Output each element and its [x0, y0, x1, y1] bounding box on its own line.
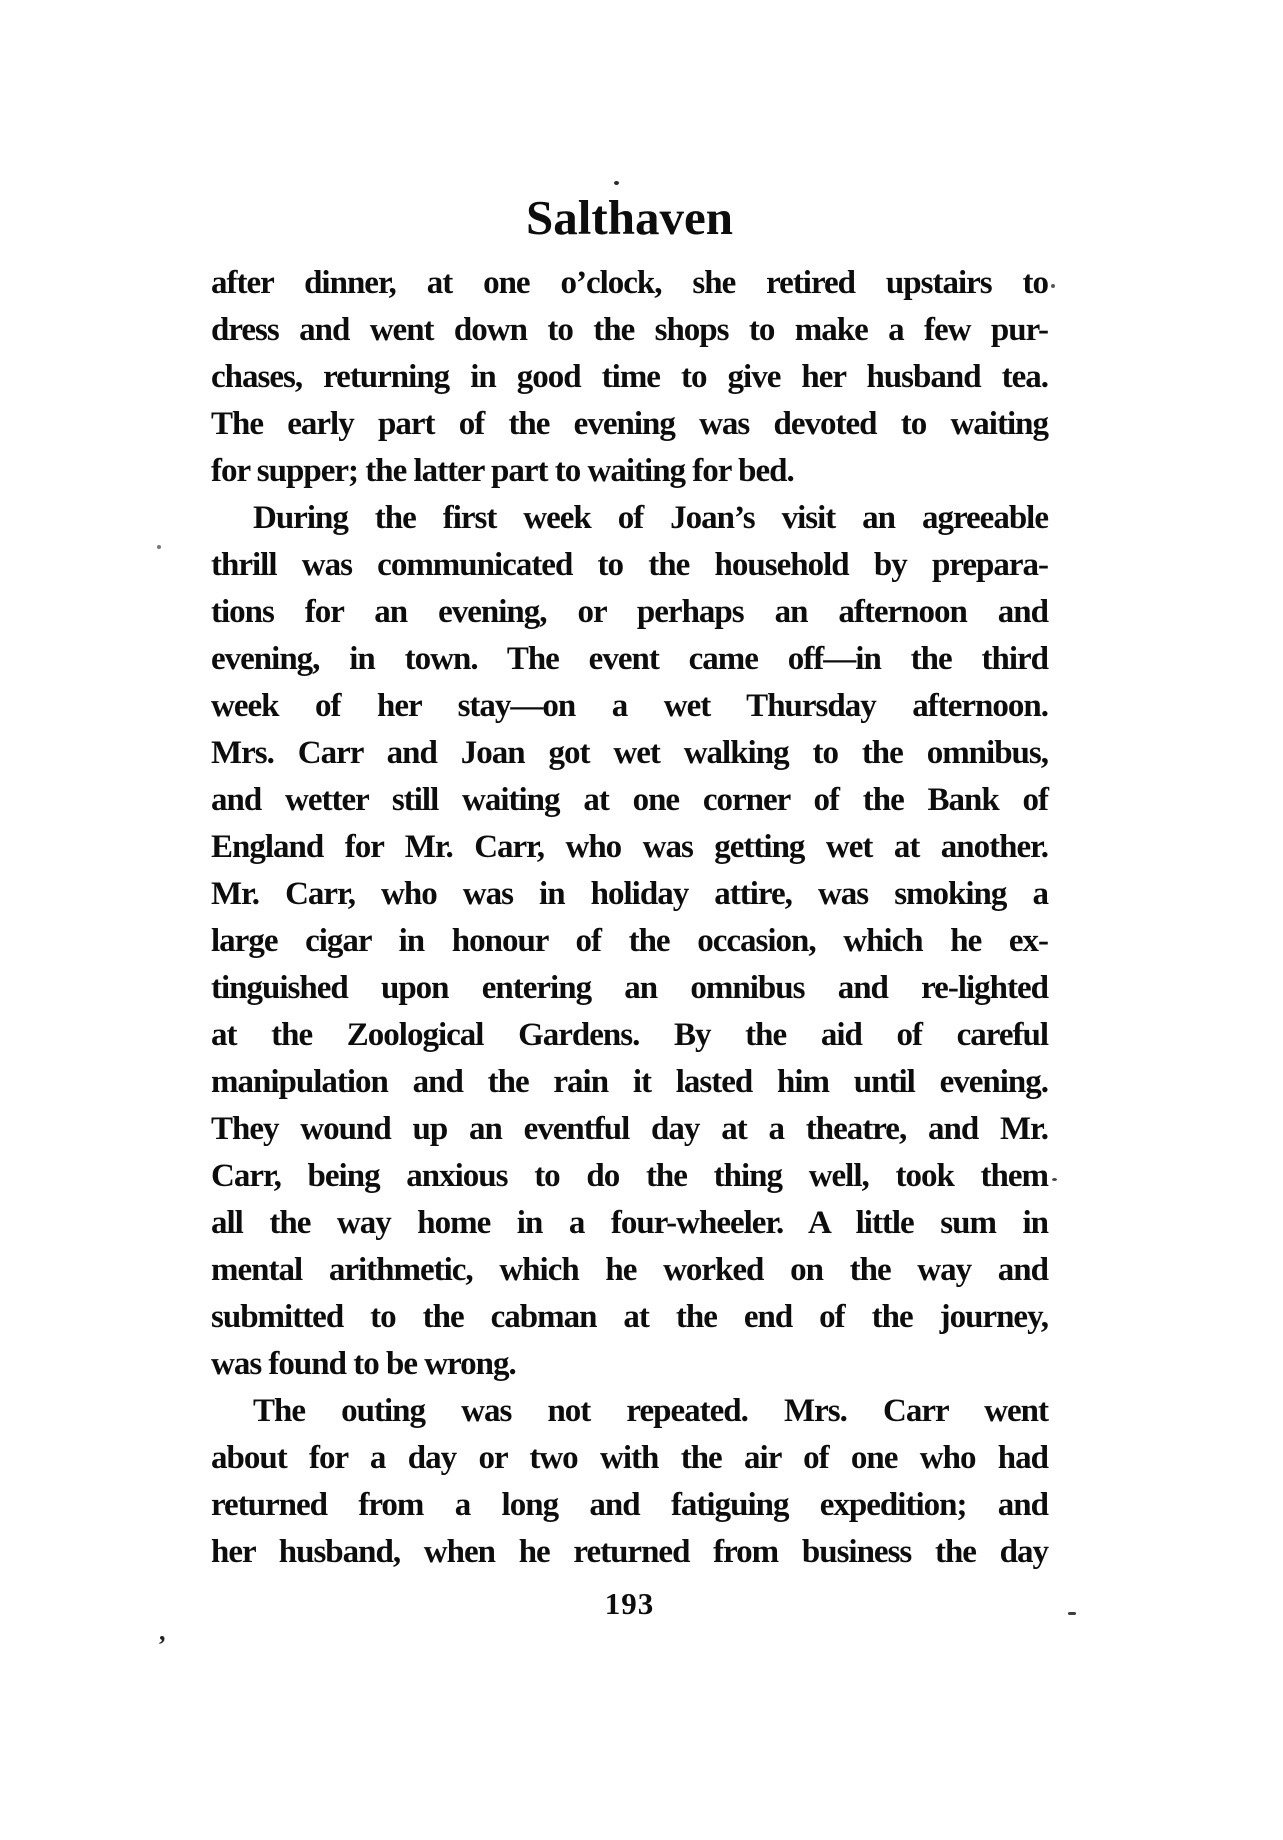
text-line: all the way home in a four-wheeler. A little sum in: [211, 1205, 1048, 1241]
running-header-title: Salthaven: [526, 190, 733, 245]
text-line: England for Mr. Carr, who was getting wet at another.: [211, 829, 1048, 865]
text-line: her husband, when he returned from business the day: [211, 1534, 1048, 1570]
text-line-paragraph-start: The outing was not repeated. Mrs. Carr went: [253, 1393, 1048, 1429]
scan-artifact-dot-above-title: [614, 181, 619, 185]
text-line: mental arithmetic, which he worked on the way and: [211, 1252, 1048, 1288]
text-line: dress and went down to the shops to make a few pur-: [211, 312, 1048, 348]
body-text-block: [211, 260, 1048, 1576]
text-line: tions for an evening, or perhaps an afternoon and: [211, 594, 1048, 630]
scan-artifact-dot-left-margin: [157, 545, 161, 549]
text-line: They wound up an eventful day at a theatre, and Mr.: [211, 1111, 1048, 1147]
text-line: Mrs. Carr and Joan got wet walking to the omnibus,: [211, 735, 1048, 771]
text-line: manipulation and the rain it lasted him until evening.: [211, 1064, 1048, 1100]
text-line: after dinner, at one o’clock, she retired upstairs to: [211, 265, 1048, 301]
scan-artifact-dot-line-20: [1052, 1178, 1057, 1181]
text-line-paragraph-end: for supper; the latter part to waiting for bed.: [211, 453, 794, 489]
text-line: chases, returning in good time to give her husband tea.: [211, 359, 1048, 395]
text-line: week of her stay—on a wet Thursday afternoon.: [211, 688, 1048, 724]
page-number: 193: [604, 1586, 655, 1621]
text-line: returned from a long and fatiguing expedition; and: [211, 1487, 1048, 1523]
text-line: Mr. Carr, who was in holiday attire, was smoking a: [211, 876, 1048, 912]
text-line-paragraph-start: During the first week of Joan’s visit an agreeable: [253, 500, 1048, 536]
scan-artifact-comma-bottom-left: ,: [159, 1617, 166, 1646]
text-line: at the Zoological Gardens. By the aid of careful: [211, 1017, 1048, 1053]
text-line: The early part of the evening was devoted to waiting: [211, 406, 1048, 442]
text-line-paragraph-end: was found to be wrong.: [211, 1346, 516, 1382]
scan-artifact-dash-right-of-page-number: [1068, 1612, 1076, 1615]
text-line: Carr, being anxious to do the thing well, took them: [211, 1158, 1048, 1194]
text-line: submitted to the cabman at the end of the journey,: [211, 1299, 1048, 1335]
text-line: thrill was communicated to the household by prepara-: [211, 547, 1048, 583]
text-line: evening, in town. The event came off—in the third: [211, 641, 1048, 677]
text-line: and wetter still waiting at one corner of the Bank of: [211, 782, 1048, 818]
text-line: about for a day or two with the air of one who had: [211, 1440, 1048, 1476]
text-line: large cigar in honour of the occasion, which he ex-: [211, 923, 1048, 959]
scan-artifact-dot-after-line-1: [1051, 284, 1055, 288]
text-line: tinguished upon entering an omnibus and re-lighted: [211, 970, 1048, 1006]
